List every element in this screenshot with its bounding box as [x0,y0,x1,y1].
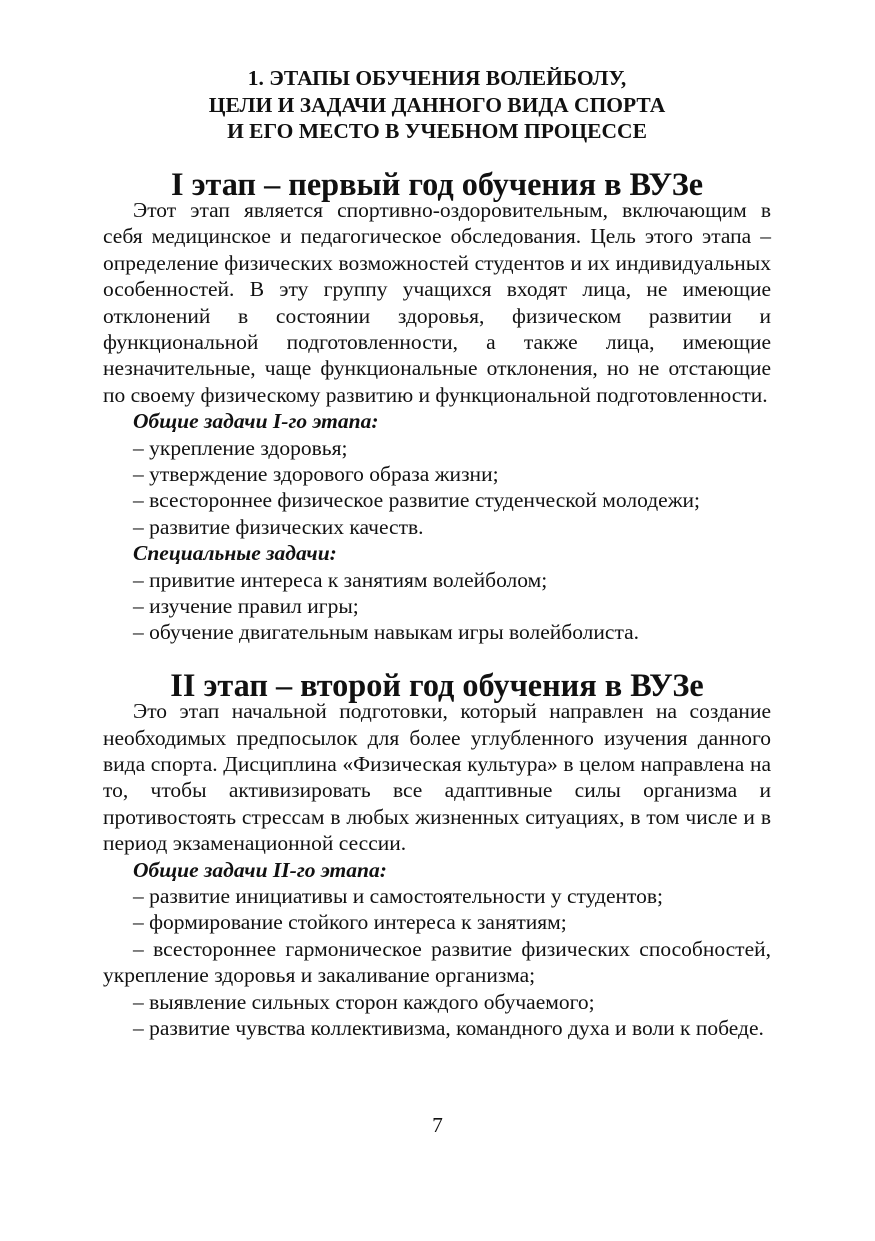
stage-2-general-tasks-list [103,883,771,1041]
list-item: – развитие физических качеств. [133,514,424,539]
stage-2-heading: II этап – второй год обучения в ВУЗе [170,666,704,703]
stage-1-general-tasks-list [103,435,771,541]
chapter-title-line-1: 1. ЭТАПЫ ОБУЧЕНИЯ ВОЛЕЙБОЛУ, [247,66,627,90]
page-content [103,65,771,1042]
list-item: – выявление сильных сторон каждого обучаемого; [133,989,595,1014]
stage-2-section [103,666,771,1042]
chapter-title-line-3: И ЕГО МЕСТО В УЧЕБНОМ ПРОЦЕССЕ [227,119,647,143]
list-item: – обучение двигательным навыкам игры волейболиста. [133,620,640,645]
list-item: – формирование стойкого интереса к занятиям; [133,910,567,935]
list-item: – изучение правил игры; [133,594,359,618]
list-item: – привитие интереса к занятиям волейболом; [133,567,548,592]
chapter-title-line-2: ЦЕЛИ И ЗАДАЧИ ДАННОГО ВИДА СПОРТА [208,92,666,117]
stage-1-paragraph: Этот этап является спортивно-оздоровительным, включающим в себя медицинское и педагогическое обследования. Цель этого этапа – определение физических возможностей студентов и их индивидуальных особенностей. В эту группу учащихся входят лица, не имеющие отклонений в состоянии здоровья, физическом развитии и функциональной подготовленности, а также лица, имеющие незначительные, чаще функциональные отклонения, но не отстающие по своему физическому развитию и функциональной подготовленности. [103,197,771,407]
list-item: – развитие инициативы и самостоятельности у студентов; [133,884,664,909]
list-item: – утверждение здорового образа жизни; [133,461,499,486]
stage-1-section [103,165,771,646]
list-item: – всестороннее физическое развитие студенческой молодежи; [133,488,701,513]
list-item: – всестороннее гармоническое развитие физических способностей, укрепление здоровья и закаливание организма; [103,936,771,988]
stage-1-general-tasks-heading: Общие задачи I-го этапа: [133,409,379,434]
page-number: 7 [432,1113,443,1137]
stage-1-special-tasks-heading: Специальные задачи: [133,541,337,566]
list-item: – развитие чувства коллективизма, командного духа и воли к победе. [133,1016,764,1041]
stage-2-general-tasks-heading: Общие задачи II-го этапа: [133,857,387,882]
chapter-title [103,65,771,145]
list-item: – укрепление здоровья; [133,435,348,460]
stage-2-paragraph: Это этап начальной подготовки, который направлен на создание необходимых предпосылок для более углубленного изучения данного вида спорта. Дисциплина «Физическая культура» в целом направлена на то, чтобы активизировать все адаптивные силы организма и противостоять стрессам в любых жизненных ситуациях, в том числе и в период экзаменационной сессии. [103,699,771,856]
stage-1-special-tasks-list [103,567,771,646]
stage-1-heading: I этап – первый год обучения в ВУЗе [170,165,704,202]
